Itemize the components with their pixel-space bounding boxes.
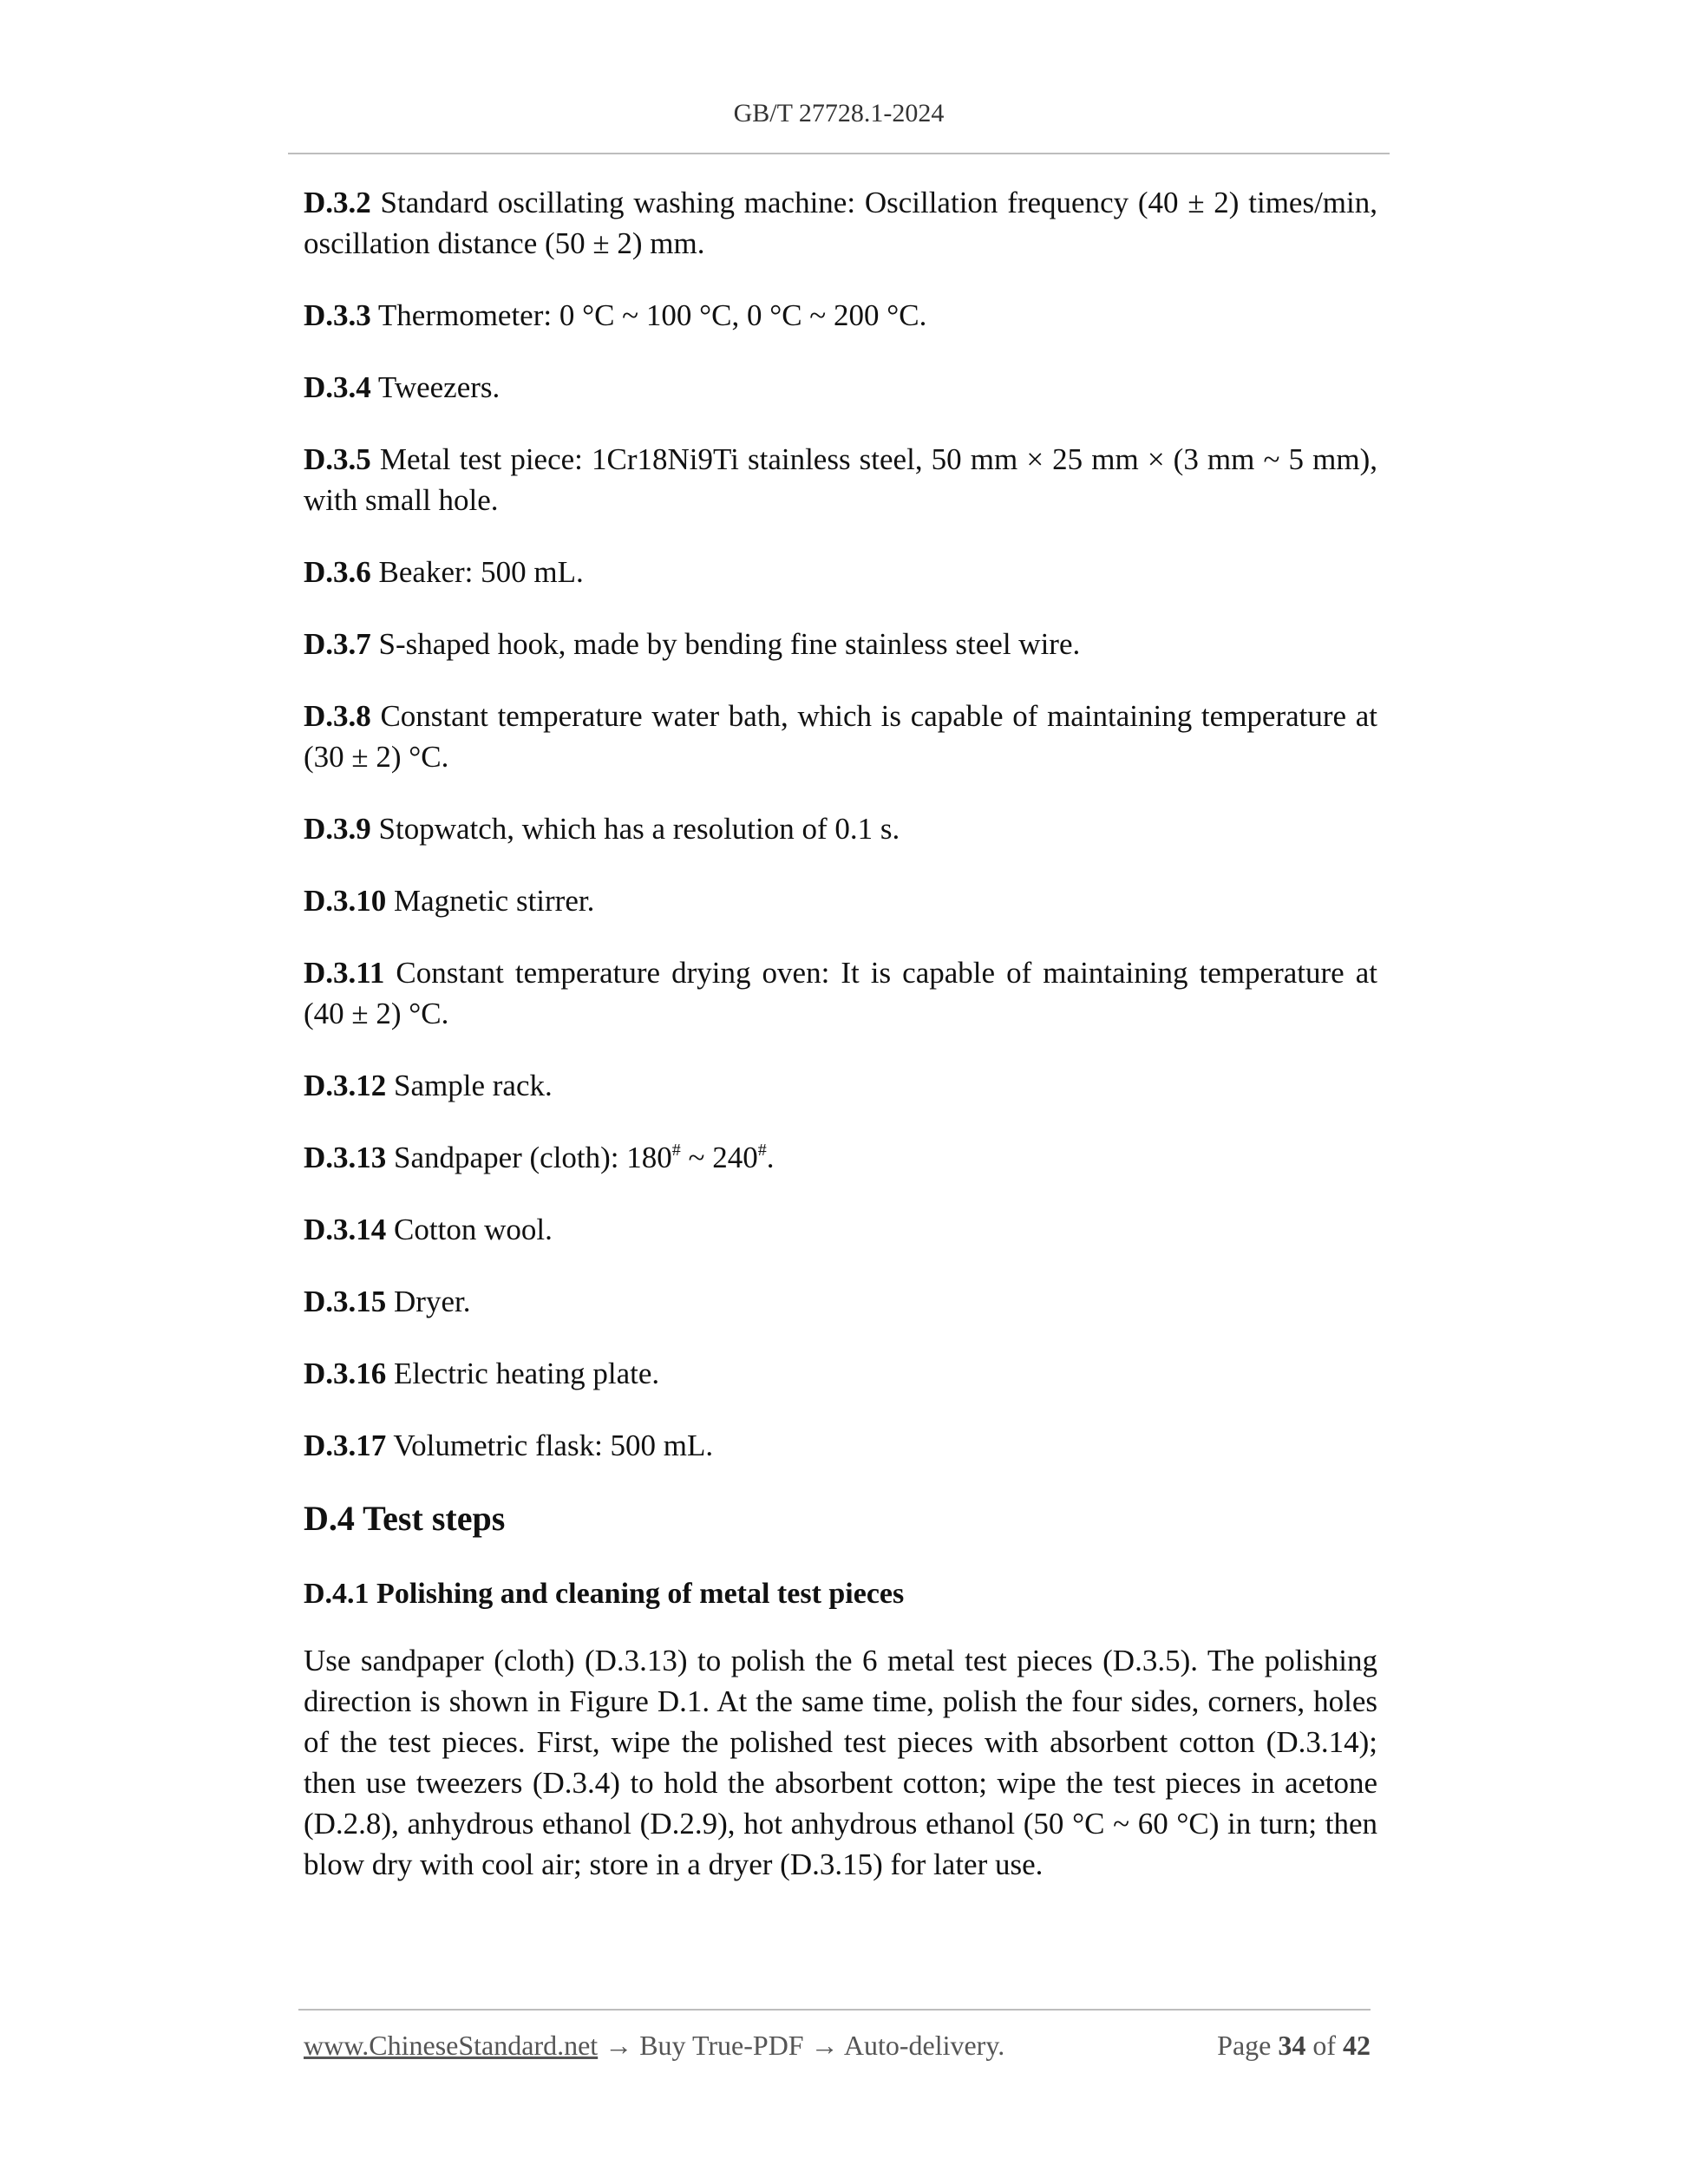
page-content (304, 182, 1377, 1885)
grit-superscript: # (757, 1141, 767, 1160)
clause-text: Stopwatch, which has a resolution of 0.1 s. (370, 812, 900, 846)
clause-text: Constant temperature water bath, which is capable of maintaining temperature at (30 ± 2) °C. (304, 699, 1377, 774)
buy-pdf-text: Buy True-PDF (639, 2030, 804, 2061)
clause-d-3-17 (304, 1425, 1377, 1466)
clause-number: D.3.6 (304, 555, 371, 589)
header-divider (288, 153, 1390, 154)
clause-d-3-5 (304, 439, 1377, 520)
clause-d-3-13 (304, 1137, 1377, 1178)
clause-d-3-9 (304, 808, 1377, 849)
clause-d-3-12 (304, 1065, 1377, 1106)
clause-number: D.3.16 (304, 1357, 387, 1390)
clause-number: D.3.11 (304, 956, 385, 990)
clause-d-3-14 (304, 1209, 1377, 1250)
clause-d-3-15 (304, 1281, 1377, 1322)
page-total: 42 (1343, 2030, 1371, 2061)
clause-d-3-8 (304, 696, 1377, 777)
clause-text: Tweezers. (370, 370, 501, 404)
clause-number: D.3.14 (304, 1213, 387, 1246)
clause-text: ~ 240 (680, 1141, 758, 1174)
clause-text: Metal test piece: 1Cr18Ni9Ti stainless steel, 50 mm × 25 mm × (3 mm ~ 5 mm), with small hole. (304, 442, 1377, 517)
page-number: 34 (1278, 2030, 1306, 2061)
clause-number: D.3.17 (304, 1429, 387, 1462)
clause-d-3-4 (304, 367, 1377, 408)
clause-number: D.3.13 (304, 1141, 387, 1174)
clause-number: D.3.4 (304, 370, 371, 404)
delivery-text: Auto-delivery. (843, 2030, 1005, 2061)
clause-number: D.3.2 (304, 186, 371, 219)
clause-text: Magnetic stirrer. (386, 884, 595, 918)
clause-text: Sandpaper (cloth): 180 (386, 1141, 672, 1174)
section-heading: D.4 Test steps (304, 1499, 506, 1538)
footer-promo (304, 2030, 1004, 2062)
clause-number: D.3.12 (304, 1069, 387, 1102)
clause-text: Dryer. (386, 1285, 471, 1318)
clause-number: D.3.8 (304, 699, 371, 733)
clause-text: Sample rack. (386, 1069, 553, 1102)
footer-divider (298, 2009, 1371, 2011)
clause-d-3-2 (304, 182, 1377, 264)
clause-number: D.3.10 (304, 884, 387, 918)
page-indicator (1217, 2030, 1371, 2062)
clause-text: Cotton wool. (386, 1213, 553, 1246)
grit-superscript: # (671, 1141, 681, 1160)
clause-text: Constant temperature drying oven: It is capable of maintaining temperature at (40 ± 2) °C. (304, 956, 1377, 1030)
subsection-heading: D.4.1 Polishing and cleaning of metal test pieces (304, 1578, 905, 1610)
clause-d-3-10 (304, 880, 1377, 921)
clause-text: Beaker: 500 mL. (370, 555, 584, 589)
arrow-icon: → (810, 2030, 839, 2061)
clause-number: D.3.15 (304, 1285, 387, 1318)
clause-text: Electric heating plate. (386, 1357, 660, 1390)
body-paragraph: Use sandpaper (cloth) (D.3.13) to polish the 6 metal test pieces (D.3.5). The polishing direction is shown in Figure D.1. At the same time, polish the four sides, corners, holes of the test pieces. First, wipe the polished test pieces with absorbent cotton (D.3.14); then use tweezers (D.3.4) to hold the absorbent cotton; wipe the test pieces in acetone (D.2.8), anhydrous ethanol (D.2.9), hot anhydrous ethanol (50 °C ~ 60 °C) in turn; then blow dry with cool air; store in a dryer (D.3.15) for later use. (304, 1644, 1377, 1881)
clause-number: D.3.9 (304, 812, 371, 846)
page-label: Page (1217, 2030, 1272, 2061)
clause-number: D.3.5 (304, 442, 371, 476)
clause-d-3-16 (304, 1353, 1377, 1394)
clause-d-3-7 (304, 624, 1377, 664)
page-footer (304, 2030, 1371, 2068)
clause-text: Volumetric flask: 500 mL. (386, 1429, 714, 1462)
clause-text: Standard oscillating washing machine: Oscillation frequency (40 ± 2) times/min, oscillation distance (50 ± 2) mm. (304, 186, 1377, 260)
clause-number: D.3.3 (304, 298, 371, 332)
arrow-icon: → (605, 2030, 633, 2061)
clause-d-3-11 (304, 952, 1377, 1034)
clause-text: S-shaped hook, made by bending fine stainless steel wire. (370, 627, 1081, 661)
of-label: of (1312, 2030, 1336, 2061)
clause-d-3-6 (304, 552, 1377, 592)
clause-d-3-3 (304, 295, 1377, 336)
clause-number: D.3.7 (304, 627, 371, 661)
document-header: GB/T 27728.1-2024 (733, 99, 945, 128)
clause-text: Thermometer: 0 °C ~ 100 °C, 0 °C ~ 200 °C. (370, 298, 927, 332)
clause-text: . (766, 1141, 775, 1174)
website-link[interactable]: www.ChineseStandard.net (304, 2030, 599, 2061)
